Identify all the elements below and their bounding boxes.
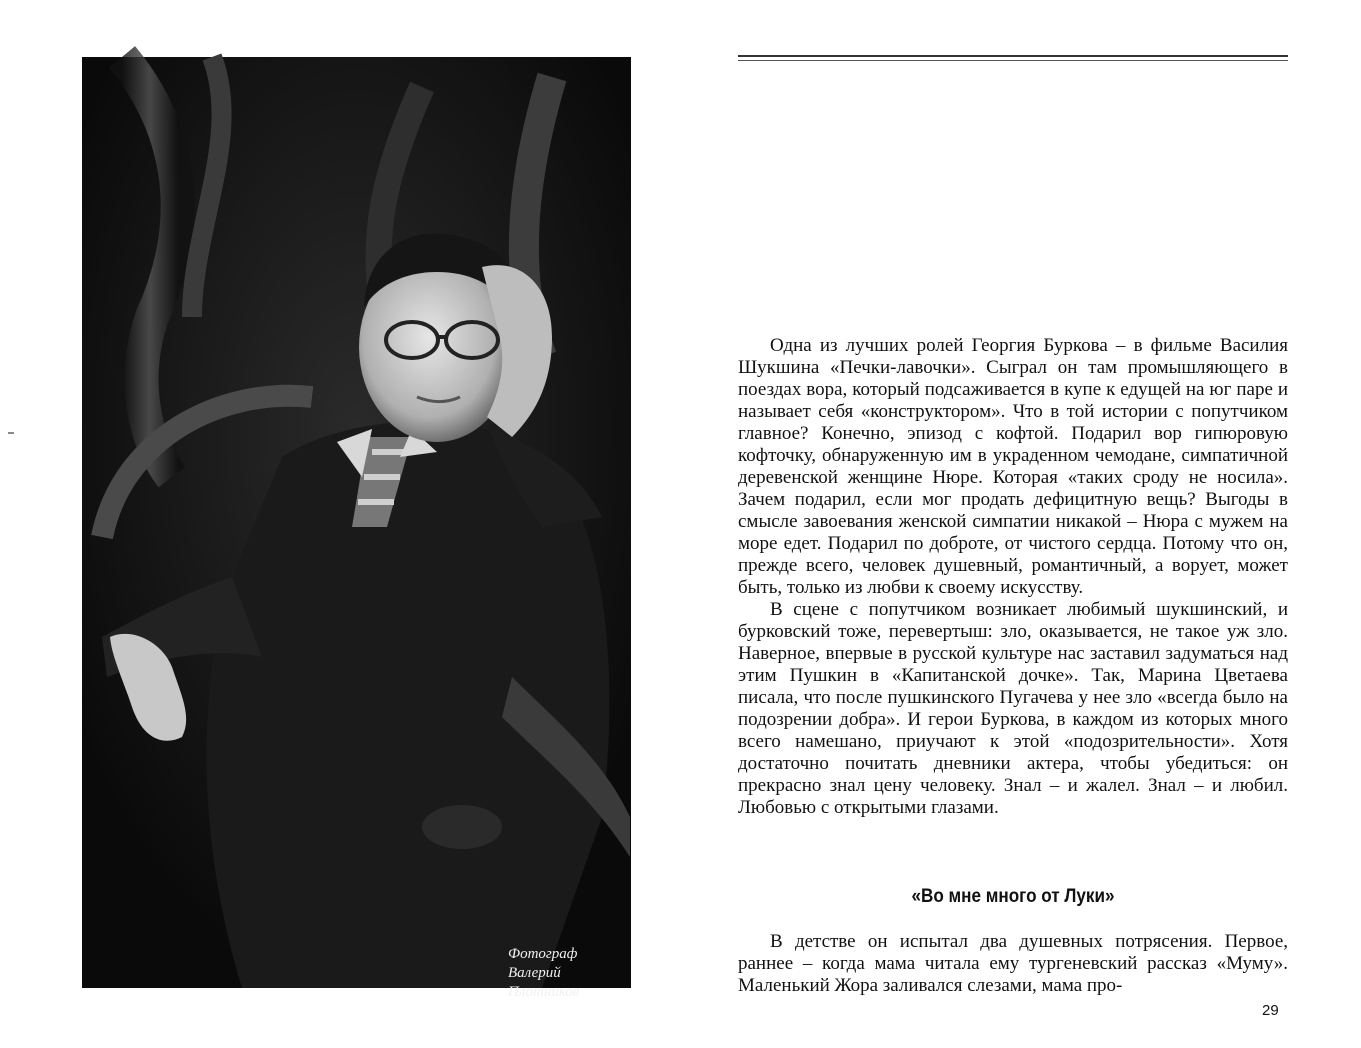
header-rule-thin [738,60,1288,61]
article-body-continued [738,931,1288,997]
caption-line-2: Валерий [508,965,561,981]
photo-caption [508,945,628,1002]
article-body [738,335,1288,819]
caption-line-1: Фотограф [508,946,578,962]
scan-mark [8,432,14,434]
portrait-illustration [82,57,631,988]
caption-line-3: Плотников [508,984,580,1000]
paragraph-2: В сцене с попутчиком возникает любимый шукшинский, и бурковский тоже, перевертыш: зло, оказывается, не такое уж зло. Наверное, впервые в русской культуре нас заставил задуматься над этим Пушкин в «Капитанской дочке». Так, Марина Цветаева писала, что после пушкинского Пугачева у нее зло «всегда было на подозрении добра». И герои Буркова, в каждом из которых много всего намешано, приучают к этой «подозрительности». Хотя достаточно почитать дневники актера, чтобы убедиться: он прекрасно знал цену человеку. Знал – и жалел. Знал – и любил. Любовью с открытыми глазами. [738,599,1288,818]
section-heading: «Во мне много от Луки» [911,886,1115,907]
paragraph-1: Одна из лучших ролей Георгия Буркова – в фильме Василия Шукшина «Печки-лавочки». Сыграл он там промышляющего в поездах вора, который подсаживается в купе к едущей на юг паре и называет себя «конструктором». Что в той истории с попутчиком главное? Конечно, эпизод с кофтой. Подарил вор гипюровую кофточку, обнаруженную им в украденном чемодане, симпатичной деревенской женщине Нюре. Которая «таких сроду не носила». Зачем подарил, если мог продать дефицитную вещь? Выгоды в смысле завоевания женской симпатии никакой – Нюра с мужем на море едет. Подарил по доброте, от чистого сердца. Потому что он, прежде всего, человек душевный, романтичный, а ворует, может быть, только из любви к своему искусству. [738,335,1288,598]
paragraph-3: В детстве он испытал два душевных потрясения. Первое, раннее – когда мама читала ему тургеневский рассказ «Муму». Маленький Жора заливался слезами, мама про- [738,931,1288,996]
header-rule [738,55,1288,57]
portrait-photo [82,57,631,1000]
page-number: 29 [1262,1002,1279,1019]
